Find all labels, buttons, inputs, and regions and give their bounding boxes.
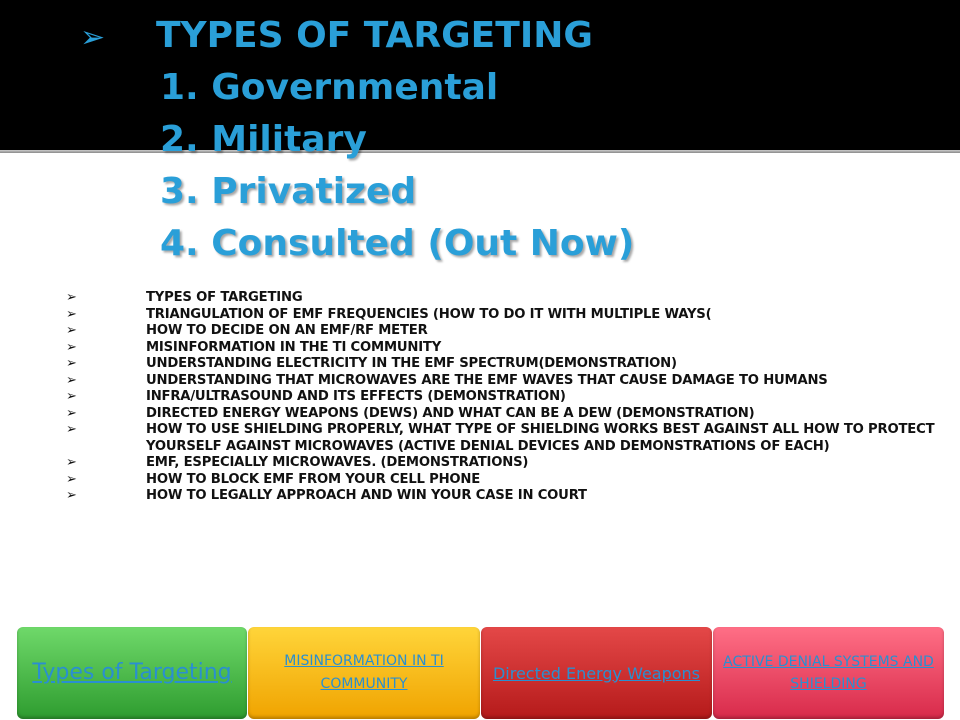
- arrow-bullet-icon: ➢: [80, 20, 106, 55]
- arrow-bullet-icon: ➢: [66, 323, 77, 338]
- heading-title: TYPES OF TARGETING: [156, 15, 593, 56]
- arrow-bullet-icon: ➢: [66, 389, 77, 404]
- agenda-item: ➢ HOW TO DECIDE ON AN EMF/RF METER: [66, 323, 428, 338]
- agenda-list: [66, 290, 936, 505]
- slide-heading: [0, 0, 960, 270]
- directed-energy-weapons-button[interactable]: Directed Energy Weapons: [481, 627, 712, 719]
- heading-item: 4. Consulted (Out Now): [160, 223, 635, 264]
- agenda-item: ➢ HOW TO LEGALLY APPROACH AND WIN YOUR CASE IN COURT: [66, 488, 587, 503]
- arrow-bullet-icon: ➢: [66, 372, 77, 388]
- arrow-bullet-icon: ➢: [66, 356, 77, 371]
- agenda-item: ➢ UNDERSTANDING THAT MICROWAVES ARE THE EMF WAVES THAT CAUSE DAMAGE TO HUMANS: [66, 372, 828, 388]
- misinformation-button[interactable]: MISINFORMATION IN TI COMMUNITY: [248, 627, 480, 719]
- arrow-bullet-icon: ➢: [66, 488, 77, 503]
- active-denial-systems-button[interactable]: ACTIVE DENIAL SYSTEMS AND SHIELDING: [713, 627, 944, 719]
- arrow-bullet-icon: ➢: [66, 405, 77, 421]
- agenda-item: ➢ HOW TO BLOCK EMF FROM YOUR CELL PHONE: [66, 471, 481, 487]
- agenda-item: ➢ INFRA/ULTRASOUND AND ITS EFFECTS (DEMONSTRATION): [66, 389, 566, 404]
- agenda-item: ➢ HOW TO USE SHIELDING PROPERLY, WHAT TYPE OF SHIELDING WORKS BEST AGAINST ALL HOW TO PROTECT YOURSELF AGAINST MICROWAVES (ACTIVE DENIAL DEVICES AND DEMONSTRATIONS OF EACH): [66, 422, 935, 454]
- agenda-item: ➢ EMF, ESPECIALLY MICROWAVES. (DEMONSTRATIONS): [66, 455, 529, 470]
- arrow-bullet-icon: ➢: [66, 471, 77, 487]
- heading-item: 1. Governmental: [160, 67, 499, 108]
- arrow-bullet-icon: ➢: [66, 455, 77, 470]
- heading-item: 3. Privatized: [160, 171, 417, 212]
- arrow-bullet-icon: ➢: [66, 422, 77, 437]
- agenda-item: ➢ DIRECTED ENERGY WEAPONS (DEWS) AND WHAT CAN BE A DEW (DEMONSTRATION): [66, 405, 755, 421]
- agenda-item: ➢ MISINFORMATION IN THE TI COMMUNITY: [66, 339, 442, 355]
- arrow-bullet-icon: ➢: [66, 339, 77, 355]
- arrow-bullet-icon: ➢: [66, 290, 77, 305]
- heading-item: 2. Military: [160, 119, 367, 160]
- types-of-targeting-button[interactable]: Types of Targeting: [17, 627, 247, 719]
- agenda-item: ➢ TYPES OF TARGETING: [66, 290, 303, 305]
- arrow-bullet-icon: ➢: [66, 306, 77, 322]
- agenda-item: ➢ UNDERSTANDING ELECTRICITY IN THE EMF SPECTRUM(DEMONSTRATION): [66, 356, 677, 371]
- agenda-item: ➢ TRIANGULATION OF EMF FREQUENCIES (HOW TO DO IT WITH MULTIPLE WAYS(: [66, 306, 712, 322]
